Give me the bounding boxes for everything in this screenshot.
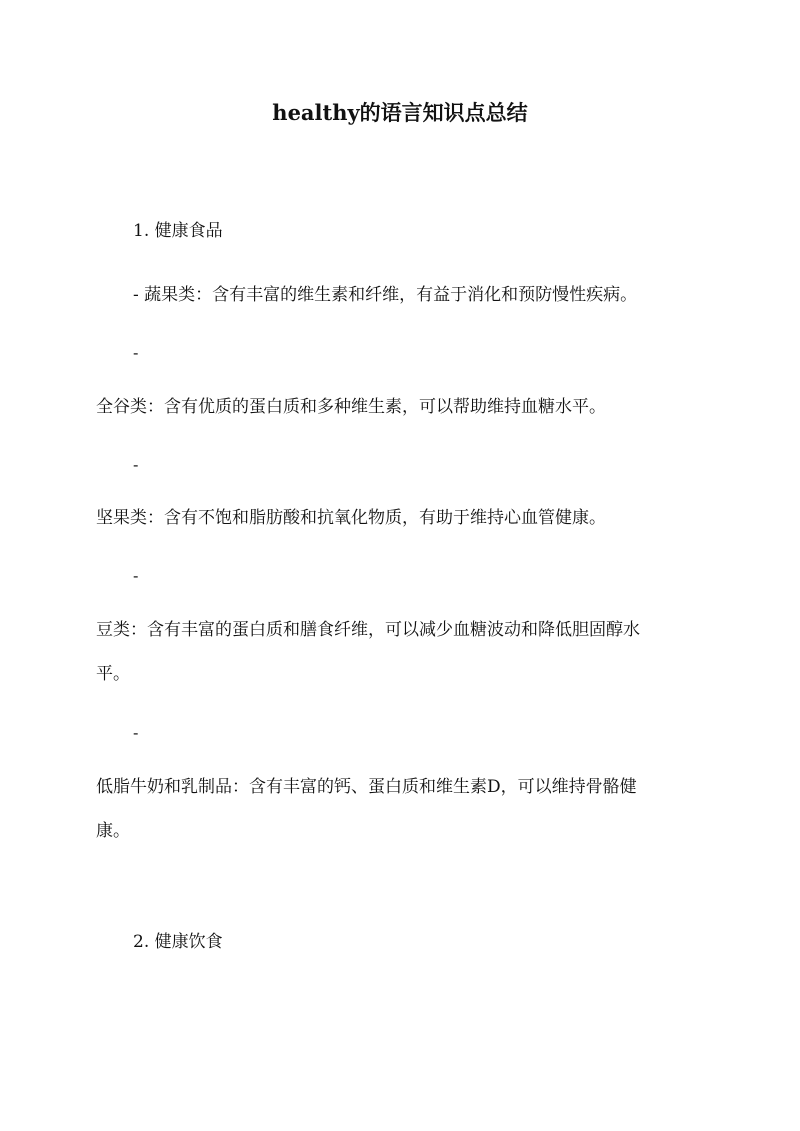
list-item-dairy-continuation: 康。 [96,821,130,841]
list-item-beans: 豆类：含有丰富的蛋白质和膳食纤维，可以减少血糖波动和降低胆固醇水 [96,620,640,640]
list-item-marker: - [133,343,139,362]
list-item-dairy: 低脂牛奶和乳制品：含有丰富的钙、蛋白质和维生素D，可以维持骨骼健 [96,777,637,797]
list-item-vegetables: - 蔬果类：含有丰富的维生素和纤维，有益于消化和预防慢性疾病。 [133,285,638,305]
page-title: healthy的语言知识点总结 [272,100,528,125]
list-item-marker: - [133,566,139,585]
list-item-marker: - [133,723,139,742]
section-heading-1: 1. 健康食品 [133,221,223,241]
list-item-whole-grains: 全谷类：含有优质的蛋白质和多种维生素，可以帮助维持血糖水平。 [96,397,606,417]
section-heading-2: 2. 健康饮食 [133,932,223,952]
list-item-nuts: 坚果类：含有不饱和脂肪酸和抗氧化物质，有助于维持心血管健康。 [96,508,606,528]
list-item-marker: - [133,455,139,474]
list-item-beans-continuation: 平。 [96,664,130,684]
